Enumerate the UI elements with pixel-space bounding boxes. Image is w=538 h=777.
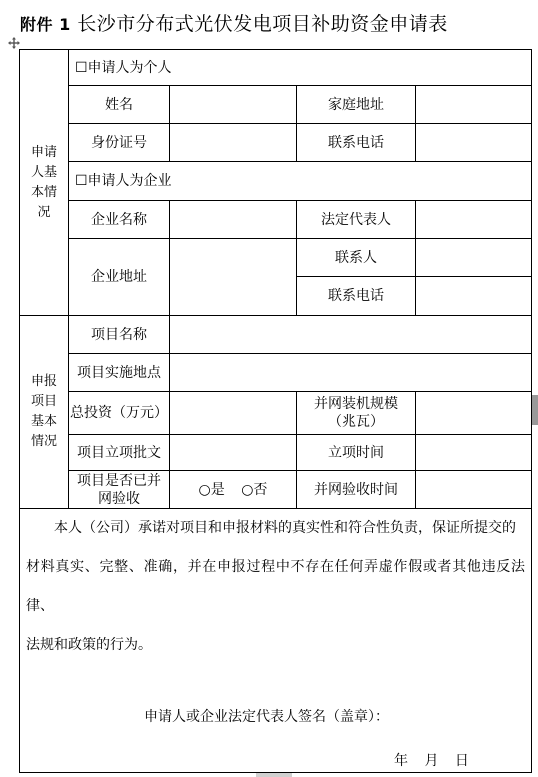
grid-time-field[interactable] — [416, 471, 532, 509]
day-label: 日 — [454, 753, 470, 769]
name-label: 姓名 — [69, 86, 170, 124]
application-form-table — [19, 49, 532, 773]
home-address-field[interactable] — [416, 86, 532, 124]
approval-doc-label: 项目立项批文 — [69, 435, 170, 471]
investment-field[interactable] — [170, 392, 297, 435]
home-address-label: 家庭地址 — [297, 86, 416, 124]
date-line — [26, 751, 525, 771]
approval-time-label: 立项时间 — [297, 435, 416, 471]
declaration-line-2: 材料真实、完整、准确，并在申报过程中不存在任何弄虚作假或者其他违反法律、 — [26, 559, 525, 614]
project-name-label: 项目名称 — [69, 316, 170, 354]
company-name-label: 企业名称 — [69, 201, 170, 239]
id-number-field[interactable] — [170, 124, 297, 162]
grid-time-label: 并网验收时间 — [297, 471, 416, 509]
year-label: 年 — [394, 753, 409, 769]
grid-status-label: 项目是否已并网验收 — [69, 471, 170, 509]
page-scroll-indicator[interactable] — [256, 773, 292, 777]
section-project-info: 申报项目基本情况 — [20, 316, 69, 509]
individual-phone-label: 联系电话 — [297, 124, 416, 162]
project-location-label: 项目实施地点 — [69, 354, 170, 392]
project-name-field[interactable] — [170, 316, 532, 354]
capacity-field[interactable] — [416, 392, 532, 435]
legal-rep-label: 法定代表人 — [297, 201, 416, 239]
company-name-field[interactable] — [170, 201, 297, 239]
id-number-label: 身份证号 — [69, 124, 170, 162]
capacity-label: 并网装机规模（兆瓦） — [297, 392, 416, 435]
declaration-line-3: 法规和政策的行为。 — [26, 637, 152, 653]
legal-rep-field[interactable] — [416, 201, 532, 239]
grid-no-radio[interactable]: ○否 — [241, 481, 268, 498]
contact-person-label: 联系人 — [297, 239, 416, 277]
name-field[interactable] — [170, 86, 297, 124]
grid-yes-radio[interactable]: ○是 — [198, 481, 225, 498]
company-phone-field[interactable] — [416, 277, 532, 316]
project-location-field[interactable] — [170, 354, 532, 392]
company-address-field[interactable] — [170, 239, 297, 316]
approval-doc-field[interactable] — [170, 435, 297, 471]
attachment-number: 附件 1 — [20, 15, 71, 34]
section-applicant-info: 申请人基本情况 — [20, 50, 69, 316]
declaration-section — [20, 509, 532, 773]
month-label: 月 — [424, 753, 440, 769]
move-handle-icon[interactable] — [8, 37, 20, 49]
company-phone-label: 联系电话 — [297, 277, 416, 316]
individual-checkbox[interactable]: ☐申请人为个人 — [69, 50, 532, 86]
form-title: 长沙市分布式光伏发电项目补助资金申请表 — [77, 13, 448, 35]
declaration-line-1: 本人（公司）承诺对项目和申报材料的真实性和符合性负责，保证所提交的 — [54, 520, 516, 536]
contact-person-field[interactable] — [416, 239, 532, 277]
grid-status-options — [170, 471, 297, 509]
individual-phone-field[interactable] — [416, 124, 532, 162]
document-title — [20, 9, 448, 36]
enterprise-checkbox[interactable]: ☐申请人为企业 — [69, 162, 532, 201]
company-address-label: 企业地址 — [69, 239, 170, 316]
approval-time-field[interactable] — [416, 435, 532, 471]
side-panel-tab[interactable] — [532, 395, 538, 425]
signature-label: 申请人或企业法定代表人签名（盖章）： — [144, 709, 389, 725]
investment-label: 总投资（万元） — [69, 392, 170, 435]
